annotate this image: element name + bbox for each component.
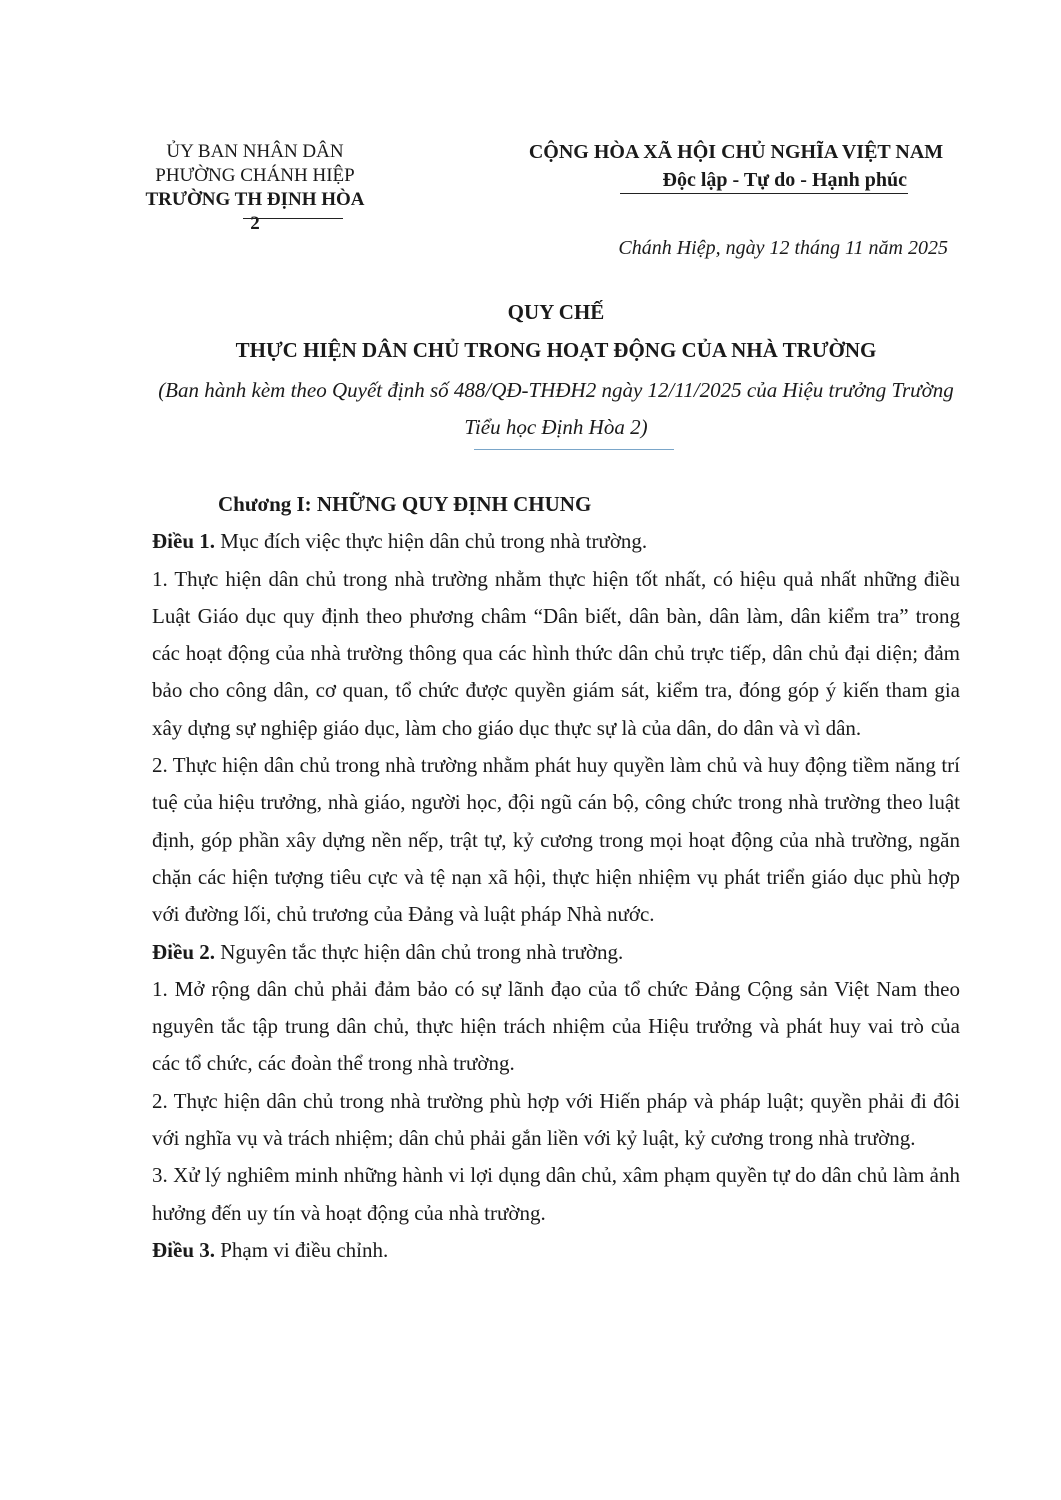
article-2-heading — [152, 934, 960, 971]
article-title: Nguyên tắc thực hiện dân chủ trong nhà trường. — [215, 939, 624, 964]
national-motto: Độc lập - Tự do - Hạnh phúc — [662, 169, 907, 191]
agency-line-2: PHƯỜNG CHÁNH HIỆP — [155, 165, 355, 186]
motto-underline — [620, 193, 908, 194]
article-1-item-2: 2. Thực hiện dân chủ trong nhà trường nhằm phát huy quyền làm chủ và huy động tiềm năng trí tuệ của hiệu trưởng, nhà giáo, người học, đội ngũ cán bộ, công chức trong nhà trường theo luật định, góp phần xây dựng nền nếp, trật tự, kỷ cương trong mọi hoạt động của nhà trường, ngăn chặn các hiện tượng tiêu cực và tệ nạn xã hội, thực hiện nhiệm vụ phát triển giáo dục phù hợp với đường lối, chủ trương của Đảng và luật pháp Nhà nước. — [152, 753, 960, 927]
article-title: Phạm vi điều chỉnh. — [215, 1237, 389, 1262]
article-2-item-2: 2. Thực hiện dân chủ trong nhà trường phù hợp với Hiến pháp và pháp luật; quyền phải đi đôi với nghĩa vụ và trách nhiệm; dân chủ phải gắn liền với kỷ luật, kỷ cương trong nhà trường. — [152, 1088, 960, 1151]
article-label: Điều 2. — [152, 939, 215, 964]
article-2-item-3: 3. Xử lý nghiêm minh những hành vi lợi dụng dân chủ, xâm phạm quyền tự do dân chủ làm ảnh hưởng đến uy tín và hoạt động của nhà trường. — [152, 1163, 960, 1225]
agency-underline — [243, 218, 343, 219]
article-1-item-1: 1. Thực hiện dân chủ trong nhà trường nhằm thực hiện tốt nhất, có hiệu quả nhất những điều Luật Giáo dục quy định theo phương châm “Dân biết, dân bàn, dân làm, dân kiểm tra” trong các hoạt động của nhà trường thông qua các hình thức dân chủ trực tiếp, dân chủ đại diện; đảm bảo cho công dân, cơ quan, tổ chức được quyền giám sát, kiểm tra, đóng góp ý kiến tham gia xây dựng sự nghiệp giáo dục, làm cho giáo dục thực sự là của dân, do dân và vì dân. — [152, 566, 960, 740]
agency-line-1: ỦY BAN NHÂN DÂN — [166, 141, 344, 162]
article-1-heading — [152, 523, 960, 560]
article-label: Điều 1. — [152, 529, 215, 554]
article-title: Mục đích việc thực hiện dân chủ trong nhà trường. — [215, 529, 648, 554]
article-label: Điều 3. — [152, 1237, 215, 1262]
agency-line-3: TRƯỜNG TH ĐỊNH HÒA 2 — [145, 189, 365, 234]
document-subtitle: THỰC HIỆN DÂN CHỦ TRONG HOẠT ĐỘNG CỦA NHÀ TRƯỜNG — [235, 338, 877, 362]
document-date: Chánh Hiệp, ngày 12 tháng 11 năm 2025 — [618, 237, 948, 259]
national-title: CỘNG HÒA XÃ HỘI CHỦ NGHĨA VIỆT NAM — [528, 141, 944, 163]
document-body — [152, 486, 960, 1269]
article-2-item-1: 1. Mở rộng dân chủ phải đảm bảo có sự lãnh đạo của tổ chức Đảng Cộng sản Việt Nam theo nguyên tắc tập trung dân chủ, thực hiện trách nhiệm của Hiệu trưởng và phát huy vai trò của các tổ chức, các đoàn thể trong nhà trường. — [152, 976, 960, 1076]
article-3-heading — [152, 1232, 960, 1269]
title-divider — [474, 449, 674, 450]
chapter-heading: Chương I: NHỮNG QUY ĐỊNH CHUNG — [218, 492, 592, 516]
document-title: QUY CHẾ — [507, 300, 605, 324]
national-motto-block — [490, 138, 982, 194]
issuing-agency-block — [140, 140, 370, 236]
issuance-note: (Ban hành kèm theo Quyết định số 488/QĐ-THĐH2 ngày 12/11/2025 của Hiệu trưởng Trường Tiểu học Định Hòa 2) — [158, 378, 954, 439]
